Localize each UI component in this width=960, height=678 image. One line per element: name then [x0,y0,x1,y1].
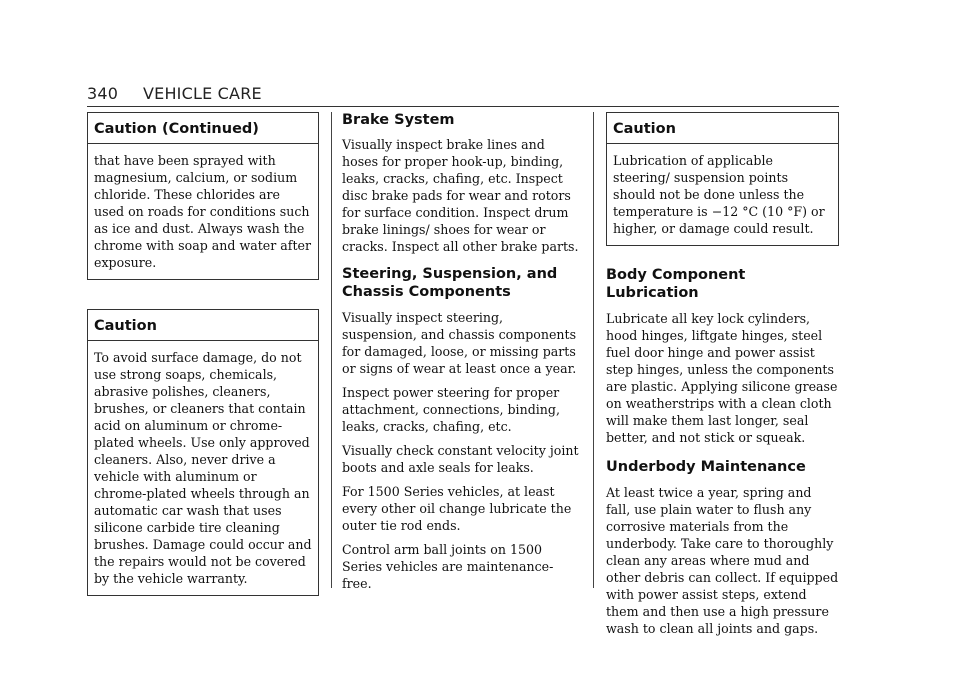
steering-heading: Steering, Suspension, and Chassis Components [342,266,558,300]
column-2 [342,112,580,592]
caution-box-wheels [87,309,319,596]
column-3 [606,112,839,637]
caution-box-continued [87,112,319,280]
caution-box-lubrication [606,112,839,246]
caution-body [88,341,318,595]
underbody-text: At least twice a year, spring and fall, use plain water to flush any corrosive materials from the underbody. Take care to thoroughly clean any areas where mud and other debris can collect. If equipped with power assist steps, extend them and then use a high pressure wash to clean all joints and gaps. [606,485,839,636]
brake-system-heading: Brake System [342,112,455,128]
caution-text: To avoid surface damage, do not use strong soaps, chemicals, abrasive polishes, cleaners, brushes, or cleaners that contain acid on aluminum or chrome-plated wheels. Use only approved cleaners. Also, never drive a vehicle with aluminum or chrome-plated wheels through an automatic car wash that uses silicone carbide tire cleaning brushes. Damage could occur and the repairs would not be covered by the vehicle warranty. [94,350,312,586]
caution-text: Lubrication of applicable steering/ suspension points should not be done unless the temperature is −12 °C (10 °F) or higher, or damage could result. [613,153,825,236]
caution-text: that have been sprayed with magnesium, calcium, or sodium chloride. These chlorides are used on roads for conditions such as ice and dust. Always wash the chrome with soap and water after exposure. [94,153,311,270]
underbody-heading: Underbody Maintenance [606,459,806,475]
brake-system-text: Visually inspect brake lines and hoses for proper hook-up, binding, leaks, cracks, chafing, etc. Inspect disc brake pads for wear and rotors for surface condition. Inspect drum brake linings/ shoes for wear or cracks. Inspect all other brake parts. [342,137,579,254]
steering-paragraph-5: Control arm ball joints on 1500 Series vehicles are maintenance-free. [342,542,554,591]
steering-paragraph-2: Inspect power steering for proper attachment, connections, binding, leaks, cracks, chafing, etc. [342,385,560,434]
steering-paragraph-4: For 1500 Series vehicles, at least every other oil change lubricate the outer tie rod ends. [342,484,572,533]
steering-paragraph-3: Visually check constant velocity joint boots and axle seals for leaks. [342,443,579,475]
page-number: 340 [87,84,119,103]
steering-paragraph-1: Visually inspect steering, suspension, and chassis components for damaged, loose, or missing parts or signs of wear at least once a year. [342,310,577,376]
page-header [87,82,839,107]
body-lubrication-text: Lubricate all key lock cylinders, hood hinges, liftgate hinges, steel fuel door hinge and power assist step hinges, unless the components are plastic. Applying silicone grease on weatherstrips with a clean cloth will make them last longer, seal better, and not stick or squeak. [606,311,838,445]
caution-body [607,144,838,245]
caution-title: Caution [88,310,318,341]
column-divider-1 [331,112,332,588]
caution-body [88,144,318,279]
column-1 [87,112,319,596]
caution-title: Caution (Continued) [88,113,318,144]
column-divider-2 [593,112,594,588]
body-lubrication-heading: Body Component Lubrication [606,267,746,301]
section-title: VEHICLE CARE [143,84,262,103]
caution-title: Caution [607,113,838,144]
